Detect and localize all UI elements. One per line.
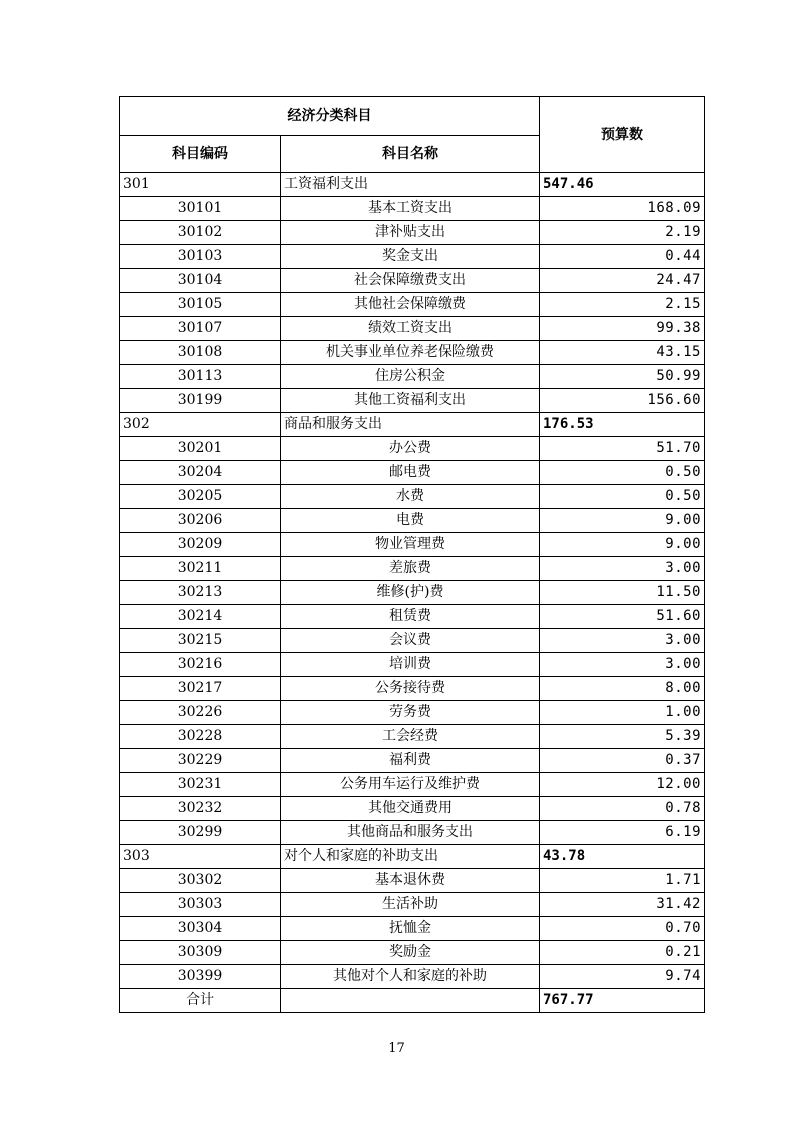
subject-name: 工会经费 (281, 725, 540, 749)
table-row (120, 341, 705, 365)
budget-amount: 51.60 (540, 605, 705, 629)
table-row (120, 557, 705, 581)
category-row (120, 173, 705, 197)
page-number: 17 (388, 1041, 405, 1056)
subject-name: 会议费 (281, 629, 540, 653)
table-row (120, 365, 705, 389)
subject-name: 培训费 (281, 653, 540, 677)
table-row (120, 797, 705, 821)
budget-amount: 3.00 (540, 557, 705, 581)
header-subject-code: 科目编码 (120, 136, 281, 173)
subject-name: 社会保障缴费支出 (281, 269, 540, 293)
budget-amount: 0.70 (540, 917, 705, 941)
subject-code: 30299 (120, 821, 281, 845)
table-row (120, 245, 705, 269)
table-row (120, 389, 705, 413)
subject-code: 30215 (120, 629, 281, 653)
subject-code: 30229 (120, 749, 281, 773)
category-row (120, 413, 705, 437)
subject-name: 邮电费 (281, 461, 540, 485)
subject-name: 电费 (281, 509, 540, 533)
subject-code: 30211 (120, 557, 281, 581)
subject-code: 30113 (120, 365, 281, 389)
budget-amount: 6.19 (540, 821, 705, 845)
budget-amount: 24.47 (540, 269, 705, 293)
table-row (120, 941, 705, 965)
subject-code: 30102 (120, 221, 281, 245)
subject-name: 劳务费 (281, 701, 540, 725)
budget-amount: 0.78 (540, 797, 705, 821)
subject-code: 30209 (120, 533, 281, 557)
category-name: 工资福利支出 (281, 173, 540, 197)
subject-code: 30226 (120, 701, 281, 725)
subject-code: 30309 (120, 941, 281, 965)
subject-name: 其他对个人和家庭的补助 (281, 965, 540, 989)
table-row (120, 629, 705, 653)
subject-code: 30304 (120, 917, 281, 941)
budget-amount: 9.00 (540, 509, 705, 533)
subject-name: 水费 (281, 485, 540, 509)
budget-amount: 0.50 (540, 461, 705, 485)
category-row (120, 845, 705, 869)
subject-code: 30232 (120, 797, 281, 821)
subject-name: 奖励金 (281, 941, 540, 965)
budget-amount: 0.21 (540, 941, 705, 965)
table-row (120, 461, 705, 485)
subject-name: 生活补助 (281, 893, 540, 917)
budget-amount: 31.42 (540, 893, 705, 917)
subject-code: 30217 (120, 677, 281, 701)
category-name: 商品和服务支出 (281, 413, 540, 437)
subject-code: 30399 (120, 965, 281, 989)
table-row (120, 437, 705, 461)
subject-name: 其他社会保障缴费 (281, 293, 540, 317)
budget-amount: 0.44 (540, 245, 705, 269)
category-amount: 43.78 (540, 845, 705, 869)
table-row (120, 821, 705, 845)
subject-code: 30105 (120, 293, 281, 317)
subject-name: 公务接待费 (281, 677, 540, 701)
table-row (120, 197, 705, 221)
table-row (120, 917, 705, 941)
subject-code: 30214 (120, 605, 281, 629)
category-code: 301 (120, 173, 281, 197)
subject-name: 其他交通费用 (281, 797, 540, 821)
budget-amount: 5.39 (540, 725, 705, 749)
subject-code: 30103 (120, 245, 281, 269)
table-row (120, 485, 705, 509)
table-row (120, 581, 705, 605)
table-row (120, 509, 705, 533)
subject-code: 30108 (120, 341, 281, 365)
category-name: 对个人和家庭的补助支出 (281, 845, 540, 869)
budget-amount: 99.38 (540, 317, 705, 341)
subject-code: 30303 (120, 893, 281, 917)
budget-amount: 3.00 (540, 653, 705, 677)
budget-amount: 156.60 (540, 389, 705, 413)
table-row (120, 605, 705, 629)
subject-code: 30201 (120, 437, 281, 461)
header-row-1 (120, 97, 705, 136)
category-code: 303 (120, 845, 281, 869)
subject-code: 30205 (120, 485, 281, 509)
total-label: 合计 (120, 989, 281, 1013)
subject-code: 30231 (120, 773, 281, 797)
table-row (120, 677, 705, 701)
total-amount: 767.77 (540, 989, 705, 1013)
table-row (120, 965, 705, 989)
table-row (120, 269, 705, 293)
budget-amount: 8.00 (540, 677, 705, 701)
table-row (120, 653, 705, 677)
subject-name: 其他工资福利支出 (281, 389, 540, 413)
total-name (281, 989, 540, 1013)
budget-amount: 0.37 (540, 749, 705, 773)
subject-name: 绩效工资支出 (281, 317, 540, 341)
budget-amount: 168.09 (540, 197, 705, 221)
budget-amount: 9.74 (540, 965, 705, 989)
budget-amount: 2.15 (540, 293, 705, 317)
subject-code: 30302 (120, 869, 281, 893)
budget-amount: 0.50 (540, 485, 705, 509)
header-subject-name: 科目名称 (281, 136, 540, 173)
budget-amount: 11.50 (540, 581, 705, 605)
subject-name: 差旅费 (281, 557, 540, 581)
table-row (120, 773, 705, 797)
budget-amount: 1.71 (540, 869, 705, 893)
subject-code: 30104 (120, 269, 281, 293)
budget-amount: 43.15 (540, 341, 705, 365)
subject-name: 奖金支出 (281, 245, 540, 269)
subject-code: 30228 (120, 725, 281, 749)
subject-code: 30199 (120, 389, 281, 413)
total-row (120, 989, 705, 1013)
subject-name: 津补贴支出 (281, 221, 540, 245)
subject-code: 30213 (120, 581, 281, 605)
subject-name: 维修(护)费 (281, 581, 540, 605)
budget-amount: 3.00 (540, 629, 705, 653)
table-row (120, 749, 705, 773)
table-row (120, 893, 705, 917)
table-row (120, 221, 705, 245)
table-row (120, 293, 705, 317)
category-amount: 176.53 (540, 413, 705, 437)
budget-amount: 51.70 (540, 437, 705, 461)
subject-code: 30107 (120, 317, 281, 341)
budget-table (119, 96, 705, 1013)
category-amount: 547.46 (540, 173, 705, 197)
table-row (120, 317, 705, 341)
subject-name: 办公费 (281, 437, 540, 461)
subject-name: 抚恤金 (281, 917, 540, 941)
subject-name: 住房公积金 (281, 365, 540, 389)
table-row (120, 725, 705, 749)
subject-name: 基本工资支出 (281, 197, 540, 221)
budget-amount: 50.99 (540, 365, 705, 389)
category-code: 302 (120, 413, 281, 437)
table-row (120, 869, 705, 893)
subject-name: 物业管理费 (281, 533, 540, 557)
subject-name: 公务用车运行及维护费 (281, 773, 540, 797)
budget-amount: 1.00 (540, 701, 705, 725)
table-row (120, 701, 705, 725)
subject-code: 30206 (120, 509, 281, 533)
subject-name: 福利费 (281, 749, 540, 773)
subject-name: 租赁费 (281, 605, 540, 629)
subject-code: 30101 (120, 197, 281, 221)
subject-code: 30216 (120, 653, 281, 677)
subject-code: 30204 (120, 461, 281, 485)
budget-amount: 2.19 (540, 221, 705, 245)
subject-name: 基本退休费 (281, 869, 540, 893)
budget-amount: 9.00 (540, 533, 705, 557)
header-economic-category: 经济分类科目 (120, 97, 540, 136)
subject-name: 其他商品和服务支出 (281, 821, 540, 845)
table-row (120, 533, 705, 557)
budget-amount: 12.00 (540, 773, 705, 797)
subject-name: 机关事业单位养老保险缴费 (281, 341, 540, 365)
header-budget-amount: 预算数 (540, 97, 705, 173)
